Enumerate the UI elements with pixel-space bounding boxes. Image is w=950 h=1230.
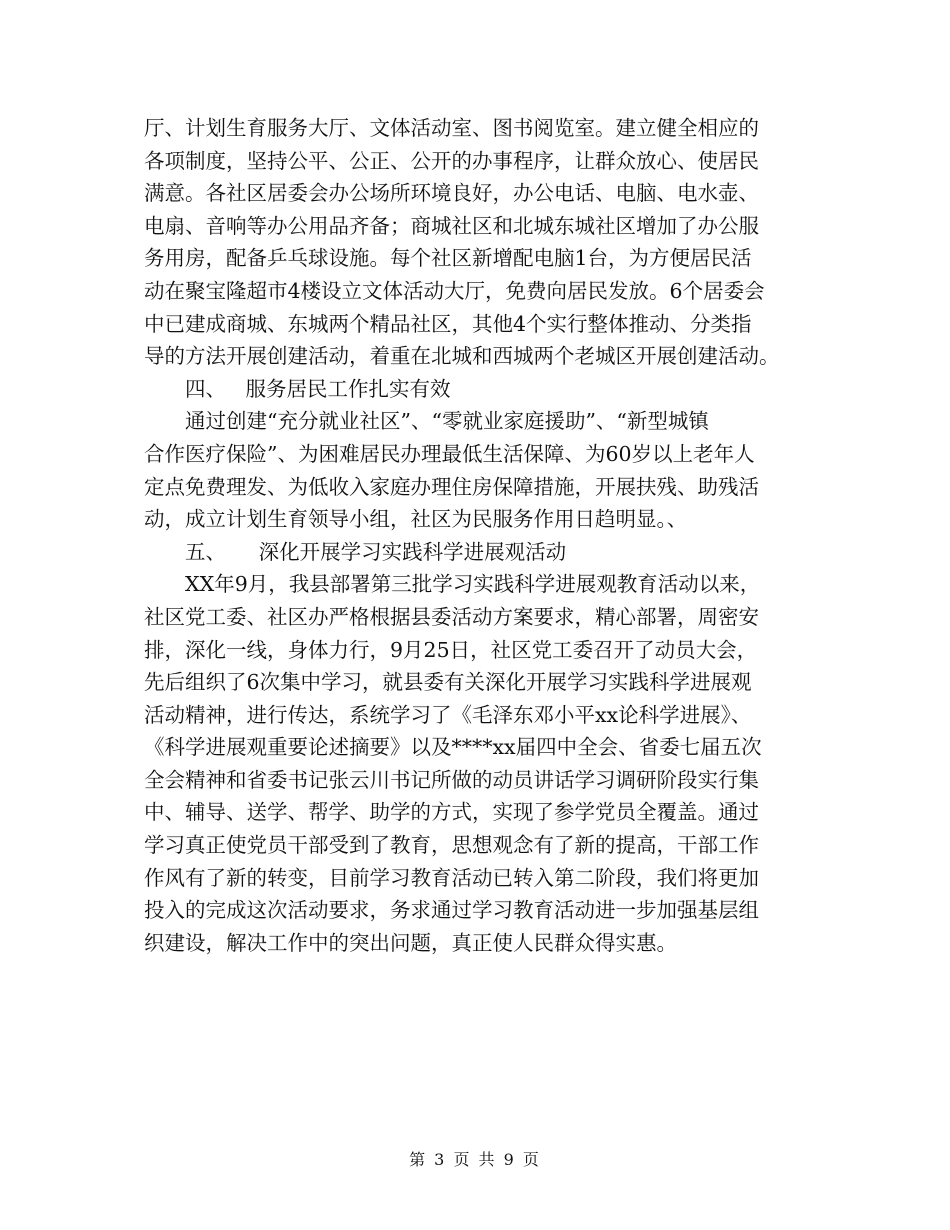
- text-line: 满意。各社区居委会办公场所环境良好，办公电话、电脑、电水壶、: [144, 181, 759, 206]
- text-line: 中已建成商城、东城两个精品社区，其他4个实行整体推动、分类指: [144, 311, 752, 336]
- page-number-footer: 第 3 页 共 9 页: [409, 1150, 541, 1169]
- section-heading-4: 四、 服务居民工作扎实有效: [185, 376, 451, 401]
- text-line: 电扇、音响等办公用品齐备；商城社区和北城东城社区增加了办公服: [144, 213, 759, 238]
- text-line: 中、辅导、送学、帮学、助学的方式，实现了参学党员全覆盖。通过: [144, 800, 759, 825]
- text-line: 社区党工委、社区办严格根据县委活动方案要求，精心部署，周密安: [144, 604, 759, 629]
- text-line: 先后组织了6次集中学习，就县委有关深化开展学习实践科学进展观: [144, 670, 752, 695]
- text-line: 活动精神，进行传达，系统学习了《毛泽东邓小平xx论科学进展》、: [144, 702, 752, 727]
- section-heading-5: 五、 深化开展学习实践科学进展观活动: [185, 539, 567, 564]
- text-line: 定点免费理发、为低收入家庭办理住房保障措施，开展扶残、助残活: [144, 474, 759, 499]
- text-line: 合作医疗保险”、为困难居民办理最低生活保障、为60岁以上老年人: [144, 441, 755, 466]
- text-line: 全会精神和省委书记张云川书记所做的动员讲话学习调研阶段实行集: [144, 767, 759, 792]
- text-line: 各项制度，坚持公平、公正、公开的办事程序，让群众放心、使居民: [144, 148, 759, 173]
- text-line: 织建设，解决工作中的突出问题，真正使人民群众得实惠。: [144, 930, 677, 955]
- text-line: 学习真正使党员干部受到了教育，思想观念有了新的提高，干部工作: [144, 833, 759, 858]
- text-line: 导的方法开展创建活动，着重在北城和西城两个老城区开展创建活动。: [144, 344, 780, 369]
- text-line: 厅、计划生育服务大厅、文体活动室、图书阅览室。建立健全相应的: [144, 116, 759, 140]
- document-body: [144, 112, 814, 959]
- paragraph-3: [144, 568, 814, 959]
- text-line: 通过创建“充分就业社区”、“零就业家庭援助”、“新型城镇: [185, 409, 709, 434]
- text-line: 动在聚宝隆超市4楼设立文体活动大厅，免费向居民发放。6个居委会: [144, 278, 765, 303]
- text-line: 动，成立计划生育领导小组，社区为民服务作用日趋明显。、: [144, 507, 688, 532]
- text-line: 务用房，配备乒乓球设施。每个社区新增配电脑1台，为方便居民活: [144, 246, 752, 271]
- text-line: 排，深化一线，身体力行，9月25日，社区党工委召开了动员大会，: [144, 637, 758, 662]
- text-line: 《科学进展观重要论述摘要》以及****xx届四中全会、省委七届五次: [144, 735, 762, 760]
- text-line: XX年9月，我县部署第三批学习实践科学进展观教育活动以来，: [185, 572, 761, 597]
- paragraph-1: [144, 112, 814, 373]
- paragraph-2: [144, 405, 814, 535]
- text-line: 作风有了新的转变，目前学习教育活动已转入第二阶段，我们将更加: [144, 865, 759, 890]
- text-line: 投入的完成这次活动要求，务求通过学习教育活动进一步加强基层组: [144, 898, 759, 923]
